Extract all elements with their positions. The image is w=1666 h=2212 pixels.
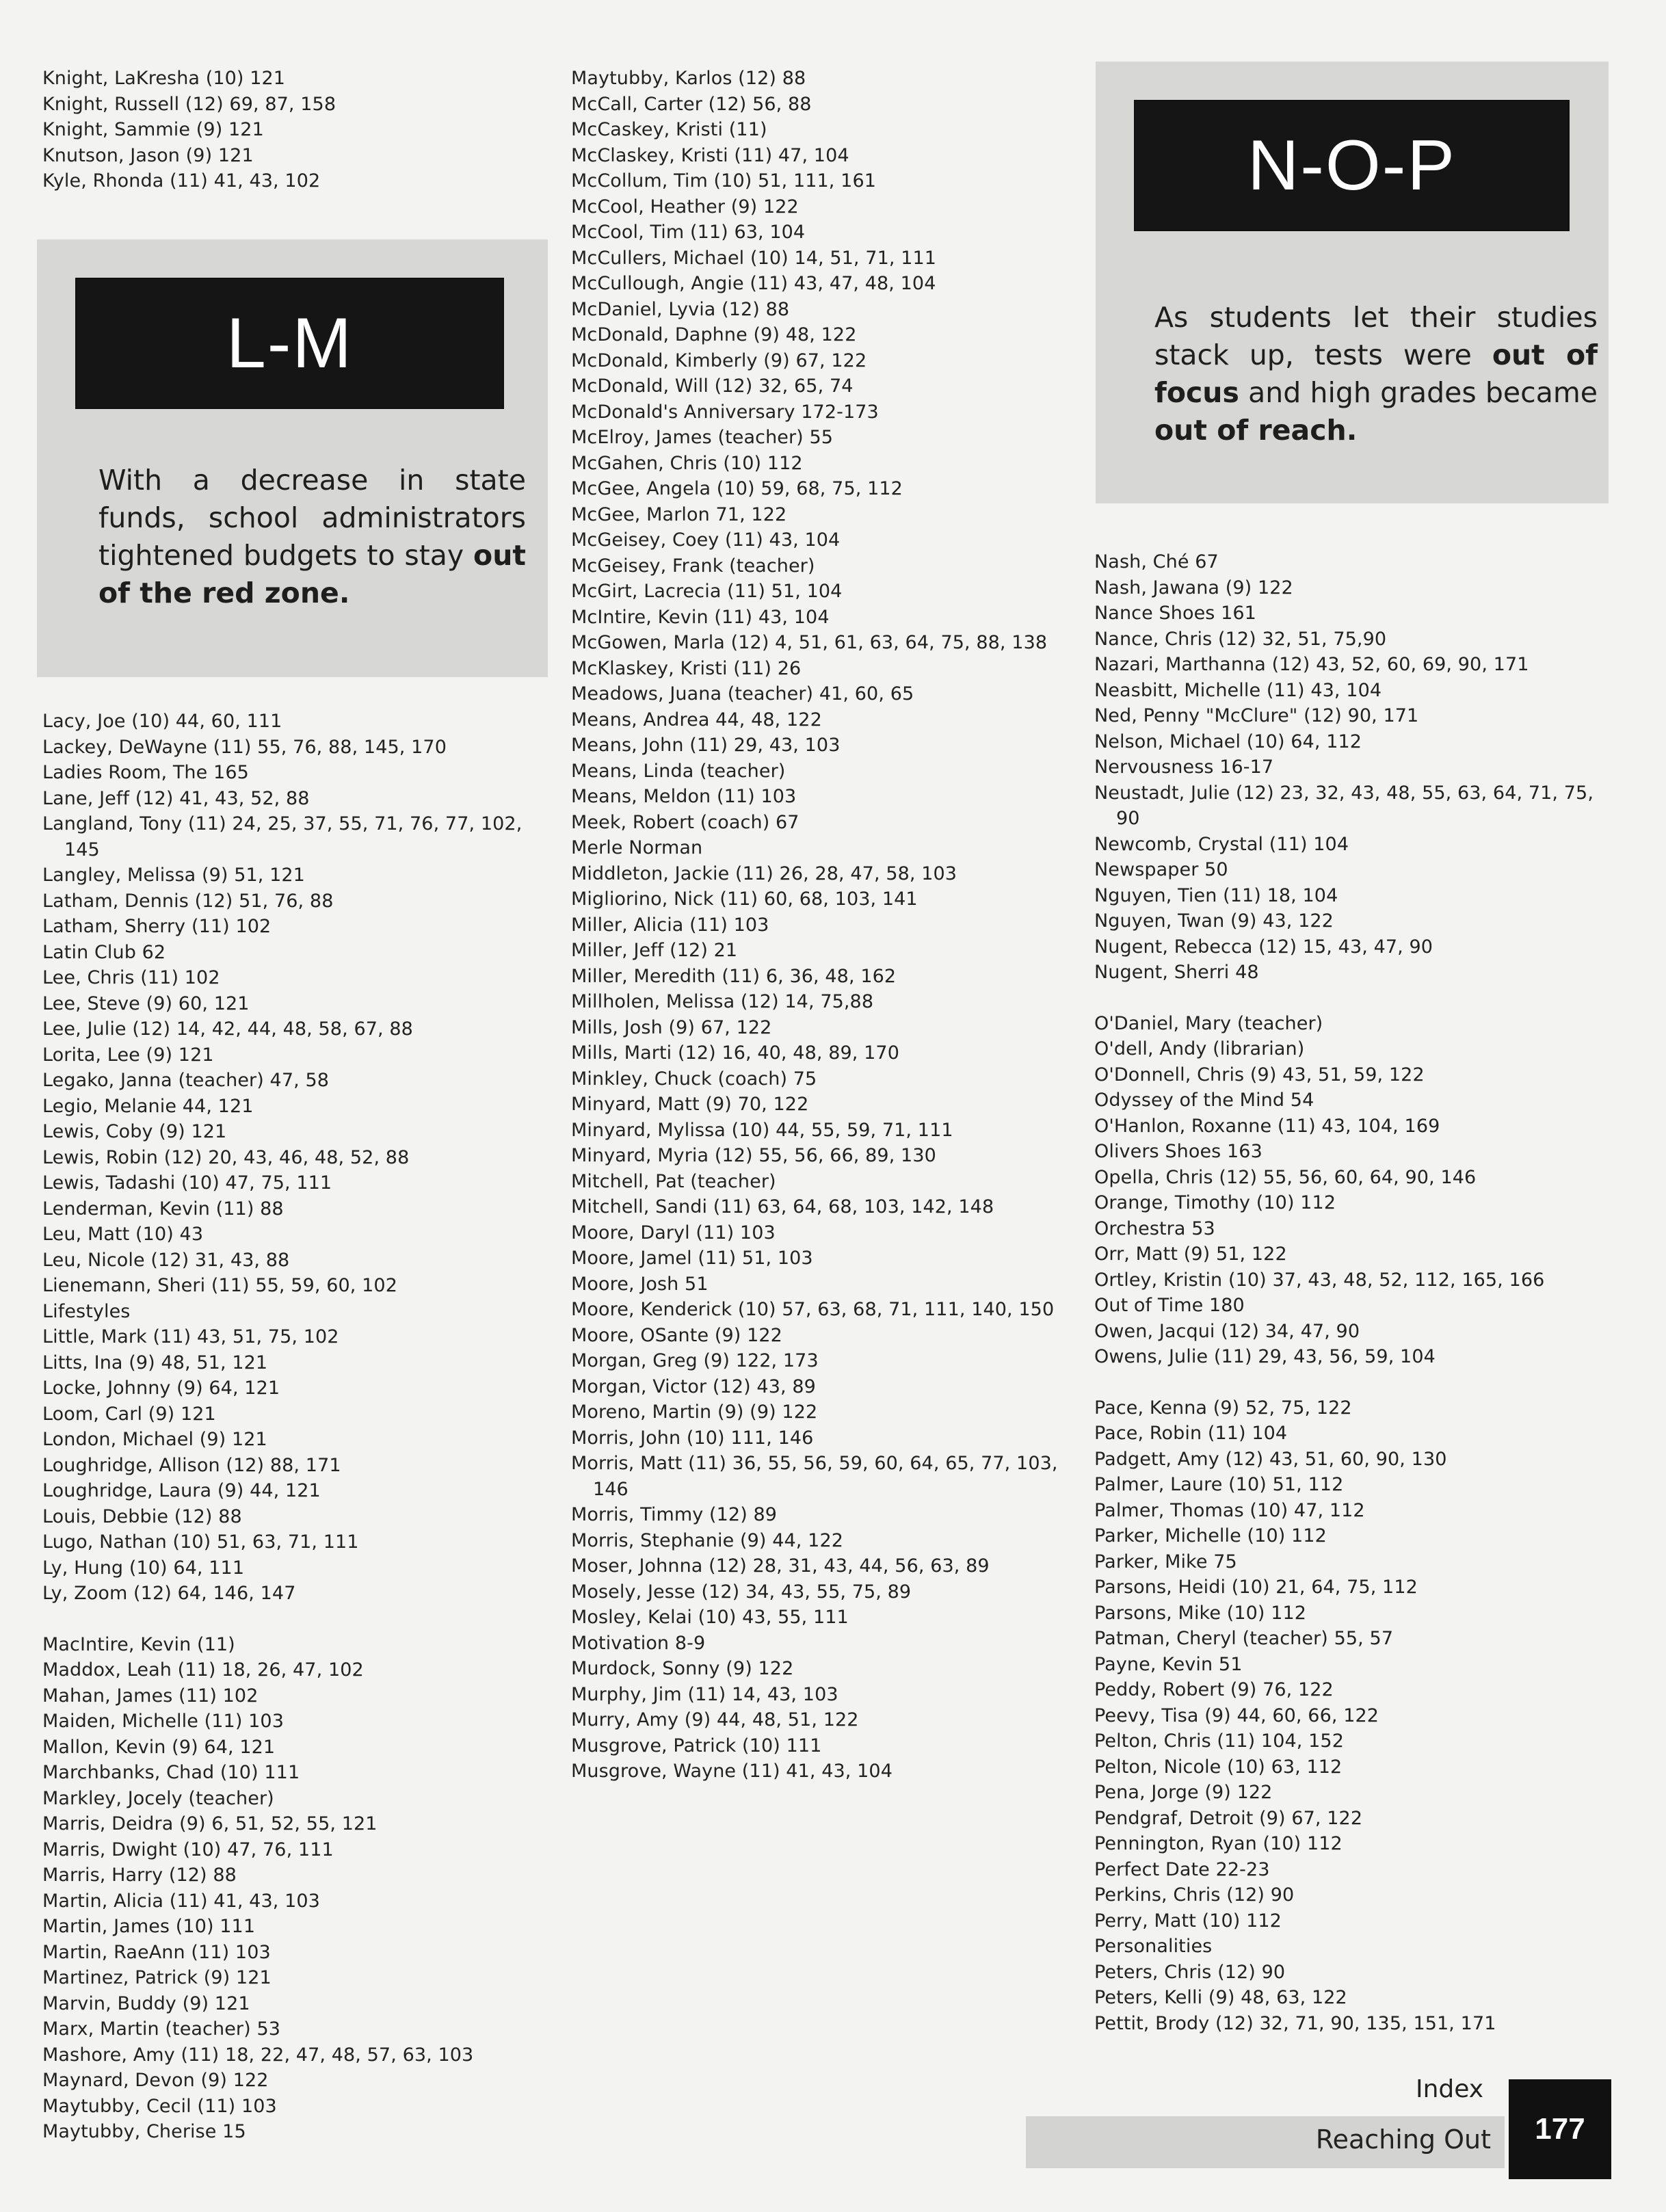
index-entry: Parker, Mike 75 — [1094, 1551, 1237, 1572]
index-entry: Loughridge, Allison (12) 88, 171 — [42, 1454, 341, 1476]
index-entry: Maiden, Michelle (11) 103 — [42, 1711, 284, 1732]
index-entry: Murdock, Sonny (9) 122 — [571, 1658, 794, 1679]
index-entry: Maytubby, Cecil (11) 103 — [42, 2095, 277, 2117]
index-entry: Millholen, Melissa (12) 14, 75,88 — [571, 991, 874, 1012]
index-entry: Meadows, Juana (teacher) 41, 60, 65 — [571, 683, 914, 705]
index-entry: Motivation 8-9 — [571, 1632, 706, 1654]
index-entry: Merle Norman — [571, 837, 703, 858]
index-entry: Mills, Josh (9) 67, 122 — [571, 1016, 772, 1038]
index-entry: Morris, John (10) 111, 146 — [571, 1427, 814, 1449]
index-entry: McGee, Angela (10) 59, 68, 75, 112 — [571, 478, 903, 499]
index-entry: Marvin, Buddy (9) 121 — [42, 1992, 250, 2014]
index-entry: Marris, Deidra (9) 6, 51, 52, 55, 121 — [42, 1813, 378, 1834]
index-entry: Pettit, Brody (12) 32, 71, 90, 135, 151, 171 — [1094, 2012, 1496, 2034]
index-entry: Nervousness 16-17 — [1094, 756, 1274, 778]
section-blurb-nop: As students let their studies stack up, tests were out of focus and high grades became out of reach. — [1154, 301, 1598, 447]
index-entry: McIntire, Kevin (11) 43, 104 — [571, 606, 830, 628]
index-entry: Latham, Dennis (12) 51, 76, 88 — [42, 890, 334, 912]
index-entry: Moore, Kenderick (10) 57, 63, 68, 71, 111, 140, 150 — [571, 1299, 1055, 1320]
index-entry: Nelson, Michael (10) 64, 112 — [1094, 730, 1362, 752]
index-entry: Lewis, Tadashi (10) 47, 75, 111 — [42, 1172, 332, 1194]
index-entry: Lewis, Robin (12) 20, 43, 46, 48, 52, 88 — [42, 1146, 410, 1168]
index-entry: O'Daniel, Mary (teacher) — [1094, 1012, 1323, 1034]
index-entry: Morgan, Victor (12) 43, 89 — [571, 1375, 816, 1397]
footer-section-label: Reaching Out — [1315, 2124, 1491, 2155]
index-entry: Padgett, Amy (12) 43, 51, 60, 90, 130 — [1094, 1448, 1447, 1470]
index-entry: Maddox, Leah (11) 18, 26, 47, 102 — [42, 1659, 364, 1681]
index-entry: Peddy, Robert (9) 76, 122 — [1094, 1679, 1334, 1700]
entries-l — [42, 709, 548, 1607]
index-entry: McCullers, Michael (10) 14, 51, 71, 111 — [571, 247, 937, 269]
index-entry: Mitchell, Sandi (11) 63, 64, 68, 103, 142, 148 — [571, 1196, 994, 1217]
index-entry: Latin Club 62 — [42, 941, 166, 963]
section-blurb-lm: With a decrease in state funds, school administrators tightened budgets to stay out of the red zone. — [98, 464, 526, 609]
index-entry: McElroy, James (teacher) 55 — [571, 427, 834, 448]
index-entry: O'Donnell, Chris (9) 43, 51, 59, 122 — [1094, 1064, 1425, 1085]
index-entry: Neustadt, Julie (12) 23, 32, 43, 48, 55, 63, 64, 71, 75, 90 — [1094, 782, 1594, 829]
index-entry: Mallon, Kevin (9) 64, 121 — [42, 1736, 276, 1758]
index-entry: Moore, Daryl (11) 103 — [571, 1222, 776, 1243]
index-entry: Middleton, Jackie (11) 26, 28, 47, 58, 103 — [571, 863, 957, 884]
index-entry: McGahen, Chris (10) 112 — [571, 452, 803, 474]
index-entry: McGowen, Marla (12) 4, 51, 61, 63, 64, 75, 88, 138 — [571, 632, 1048, 653]
index-entry: McClaskey, Kristi (11) 47, 104 — [571, 144, 849, 166]
page-number: 177 — [1509, 2079, 1611, 2179]
index-entry: Mahan, James (11) 102 — [42, 1685, 259, 1707]
index-entry: Mosely, Jesse (12) 34, 43, 55, 75, 89 — [571, 1581, 912, 1603]
index-entry: Odyssey of the Mind 54 — [1094, 1090, 1314, 1111]
index-entry: Kyle, Rhonda (11) 41, 43, 102 — [42, 170, 321, 192]
index-entry: Newspaper 50 — [1094, 859, 1228, 880]
index-entry: Ned, Penny "McClure" (12) 90, 171 — [1094, 705, 1419, 726]
index-entry: Knight, LaKresha (10) 121 — [42, 68, 286, 89]
index-entry: Perfect Date 22-23 — [1094, 1858, 1270, 1880]
index-entry: Orchestra 53 — [1094, 1217, 1215, 1239]
index-entry: Newcomb, Crystal (11) 104 — [1094, 833, 1349, 855]
index-column-1 — [42, 66, 548, 194]
index-entry: Owens, Julie (11) 29, 43, 56, 59, 104 — [1094, 1346, 1436, 1367]
index-entry: McCall, Carter (12) 56, 88 — [571, 93, 812, 115]
index-entry: Loom, Carl (9) 121 — [42, 1403, 216, 1425]
index-entry: Langland, Tony (11) 24, 25, 37, 55, 71, 76, 77, 102, 145 — [42, 813, 523, 860]
index-entry: Lee, Steve (9) 60, 121 — [42, 992, 250, 1014]
index-entry: Ly, Zoom (12) 64, 146, 147 — [42, 1583, 296, 1604]
index-entry: Meek, Robert (coach) 67 — [571, 811, 799, 833]
index-entry: Loughridge, Laura (9) 44, 121 — [42, 1480, 321, 1501]
index-entry: McDonald, Kimberly (9) 67, 122 — [571, 350, 867, 371]
index-entry: Migliorino, Nick (11) 60, 68, 103, 141 — [571, 888, 918, 910]
index-entry: Pelton, Chris (11) 104, 152 — [1094, 1730, 1344, 1752]
index-entry: Nugent, Rebecca (12) 15, 43, 47, 90 — [1094, 936, 1433, 958]
index-entry: Morgan, Greg (9) 122, 173 — [571, 1350, 819, 1371]
index-entry: Miller, Meredith (11) 6, 36, 48, 162 — [571, 965, 897, 987]
index-entry: Nash, Jawana (9) 122 — [1094, 577, 1293, 598]
index-entry: Means, John (11) 29, 43, 103 — [571, 735, 841, 756]
index-entry: Musgrove, Patrick (10) 111 — [571, 1735, 822, 1756]
index-entry: Out of Time 180 — [1094, 1295, 1245, 1316]
index-entry: McCaskey, Kristi (11) — [571, 119, 767, 140]
index-entry: Ladies Room, The 165 — [42, 762, 249, 783]
index-entry: McKlaskey, Kristi (11) 26 — [571, 657, 802, 679]
index-entry: McGirt, Lacrecia (11) 51, 104 — [571, 581, 843, 602]
index-entry: Martin, Alicia (11) 41, 43, 103 — [42, 1890, 320, 1912]
entries-mc — [571, 66, 1074, 1785]
index-entry: Means, Meldon (11) 103 — [571, 786, 797, 807]
index-entry: McCool, Heather (9) 122 — [571, 196, 799, 218]
index-entry: Legako, Janna (teacher) 47, 58 — [42, 1070, 330, 1091]
index-entry: Latham, Sherry (11) 102 — [42, 916, 272, 937]
index-entry: London, Michael (9) 121 — [42, 1429, 267, 1450]
index-entry: Louis, Debbie (12) 88 — [42, 1505, 242, 1527]
index-entry: Pelton, Nicole (10) 63, 112 — [1094, 1756, 1343, 1778]
index-entry: Marris, Dwight (10) 47, 76, 111 — [42, 1839, 334, 1860]
index-entry: Legio, Melanie 44, 121 — [42, 1095, 254, 1117]
index-entry: Lee, Chris (11) 102 — [42, 967, 220, 988]
index-entry: O'dell, Andy (librarian) — [1094, 1038, 1305, 1059]
index-entry: Minyard, Myria (12) 55, 56, 66, 89, 130 — [571, 1145, 936, 1166]
index-entry: Miller, Alicia (11) 103 — [571, 914, 769, 936]
index-entry: Lifestyles — [42, 1300, 131, 1322]
index-entry: Maytubby, Karlos (12) 88 — [571, 68, 806, 89]
index-entry: Perry, Matt (10) 112 — [1094, 1910, 1282, 1932]
entries-p — [1094, 1395, 1594, 2037]
index-entry: McCool, Tim (11) 63, 104 — [571, 222, 806, 243]
index-entry: Martin, James (10) 111 — [42, 1916, 256, 1937]
index-entry: Moreno, Martin (9) (9) 122 — [571, 1401, 818, 1423]
index-entry: Morris, Matt (11) 36, 55, 56, 59, 60, 64, 65, 77, 103, 146 — [571, 1453, 1058, 1500]
index-entry: Lacy, Joe (10) 44, 60, 111 — [42, 711, 282, 732]
index-entry: Pennington, Ryan (10) 112 — [1094, 1833, 1343, 1854]
index-column-3 — [1094, 549, 1594, 2036]
index-entry: Lorita, Lee (9) 121 — [42, 1044, 214, 1066]
index-entry: Locke, Johnny (9) 64, 121 — [42, 1378, 280, 1399]
index-entry: Mitchell, Pat (teacher) — [571, 1170, 776, 1192]
index-entry: Moore, Jamel (11) 51, 103 — [571, 1248, 813, 1269]
index-entry: Nazari, Marthanna (12) 43, 52, 60, 69, 90, 171 — [1094, 654, 1529, 675]
index-entry: Pace, Kenna (9) 52, 75, 122 — [1094, 1397, 1352, 1419]
index-entry: McGeisey, Coey (11) 43, 104 — [571, 529, 841, 551]
section-header-lm — [37, 239, 548, 677]
index-entry: McGeisey, Frank (teacher) — [571, 555, 815, 577]
index-entry: Pena, Jorge (9) 122 — [1094, 1782, 1273, 1803]
index-entry: Pendgraf, Detroit (9) 67, 122 — [1094, 1807, 1363, 1829]
index-entry: Martinez, Patrick (9) 121 — [42, 1967, 272, 1988]
index-entry: Morris, Timmy (12) 89 — [571, 1504, 778, 1525]
index-entry: O'Hanlon, Roxanne (11) 43, 104, 169 — [1094, 1115, 1440, 1137]
index-entry: Parsons, Heidi (10) 21, 64, 75, 112 — [1094, 1577, 1418, 1598]
index-entry: Knight, Sammie (9) 121 — [42, 119, 264, 140]
index-entry: Markley, Jocely (teacher) — [42, 1787, 274, 1809]
index-entry: Personalities — [1094, 1936, 1213, 1957]
index-entry: Lackey, DeWayne (11) 55, 76, 88, 145, 170 — [42, 736, 447, 758]
index-entry: Murry, Amy (9) 44, 48, 51, 122 — [571, 1709, 859, 1730]
index-entry: Mosley, Kelai (10) 43, 55, 111 — [571, 1607, 849, 1628]
section-letters-nop: N-O-P — [1135, 101, 1568, 230]
index-entry: Pace, Robin (11) 104 — [1094, 1423, 1288, 1444]
index-entry: Ly, Hung (10) 64, 111 — [42, 1557, 245, 1579]
index-entry: Knutson, Jason (9) 121 — [42, 144, 254, 166]
index-entry: Minyard, Matt (9) 70, 122 — [571, 1094, 809, 1115]
index-entry: McDonald's Anniversary 172-173 — [571, 401, 879, 423]
index-entry: McGee, Marlon 71, 122 — [571, 503, 787, 525]
index-entry: Maytubby, Cherise 15 — [42, 2121, 246, 2142]
entries-m — [42, 1632, 548, 2145]
index-entry: Little, Mark (11) 43, 51, 75, 102 — [42, 1326, 339, 1347]
index-column-2 — [571, 66, 1074, 1785]
index-entry: Ortley, Kristin (10) 37, 43, 48, 52, 112, 165, 166 — [1094, 1269, 1545, 1291]
index-entry: Orange, Timothy (10) 112 — [1094, 1192, 1336, 1213]
footer-index-label: Index — [1416, 2075, 1484, 2103]
index-entry: Moser, Johnna (12) 28, 31, 43, 44, 56, 63, 89 — [571, 1555, 990, 1577]
index-entry: Peters, Chris (12) 90 — [1094, 1961, 1286, 1983]
index-entry: Knight, Russell (12) 69, 87, 158 — [42, 93, 336, 115]
index-entry: Parker, Michelle (10) 112 — [1094, 1525, 1327, 1546]
index-entry: Olivers Shoes 163 — [1094, 1141, 1262, 1162]
footer-bar — [1026, 2116, 1505, 2168]
index-entry: Musgrove, Wayne (11) 41, 43, 104 — [571, 1761, 892, 1782]
index-entry: Nguyen, Twan (9) 43, 122 — [1094, 910, 1334, 932]
index-entry: Marris, Harry (12) 88 — [42, 1865, 237, 1886]
index-entry: Orr, Matt (9) 51, 122 — [1094, 1243, 1287, 1265]
index-entry: Miller, Jeff (12) 21 — [571, 940, 738, 961]
entries-k — [42, 66, 548, 194]
index-entry: Nance, Chris (12) 32, 51, 75,90 — [1094, 628, 1387, 650]
index-entry: Mills, Marti (12) 16, 40, 48, 89, 170 — [571, 1042, 899, 1064]
index-entry: Nash, Ché 67 — [1094, 551, 1219, 572]
index-entry: Litts, Ina (9) 48, 51, 121 — [42, 1352, 268, 1373]
index-entry: Minkley, Chuck (coach) 75 — [571, 1068, 817, 1090]
index-entry: Nugent, Sherri 48 — [1094, 962, 1259, 983]
index-entry: McDonald, Daphne (9) 48, 122 — [571, 324, 857, 345]
index-entry: McCollum, Tim (10) 51, 111, 161 — [571, 170, 877, 192]
index-entry: Maynard, Devon (9) 122 — [42, 2070, 269, 2091]
index-entry: Palmer, Laure (10) 51, 112 — [1094, 1474, 1344, 1495]
index-entry: Lee, Julie (12) 14, 42, 44, 48, 58, 67, 88 — [42, 1018, 413, 1040]
index-entry: McDaniel, Lyvia (12) 88 — [571, 298, 790, 320]
index-entry: Palmer, Thomas (10) 47, 112 — [1094, 1499, 1365, 1521]
index-entry: Mashore, Amy (11) 18, 22, 47, 48, 57, 63, 103 — [42, 2044, 474, 2066]
index-entry: Moore, OSante (9) 122 — [571, 1324, 782, 1346]
index-entry: Murphy, Jim (11) 14, 43, 103 — [571, 1683, 838, 1705]
index-entry: Morris, Stephanie (9) 44, 122 — [571, 1529, 843, 1551]
index-entry: Leu, Matt (10) 43 — [42, 1224, 204, 1245]
index-entry: Lane, Jeff (12) 41, 43, 52, 88 — [42, 787, 310, 809]
section-header-nop — [1096, 62, 1609, 503]
index-entry: McDonald, Will (12) 32, 65, 74 — [571, 376, 854, 397]
index-entry: Lugo, Nathan (10) 51, 63, 71, 111 — [42, 1531, 359, 1553]
index-entry: Opella, Chris (12) 55, 56, 60, 64, 90, 146 — [1094, 1166, 1477, 1188]
entries-n — [1094, 549, 1594, 986]
index-entry: Peters, Kelli (9) 48, 63, 122 — [1094, 1987, 1347, 2008]
index-entry: Payne, Kevin 51 — [1094, 1653, 1243, 1675]
index-entry: Martin, RaeAnn (11) 103 — [42, 1941, 271, 1963]
index-entry: Owen, Jacqui (12) 34, 47, 90 — [1094, 1320, 1360, 1342]
index-entry: Moore, Josh 51 — [571, 1273, 709, 1295]
index-entry: Nance Shoes 161 — [1094, 603, 1256, 624]
index-entry: Marchbanks, Chad (10) 111 — [42, 1762, 300, 1783]
index-entry: Marx, Martin (teacher) 53 — [42, 2018, 281, 2040]
index-entry: MacIntire, Kevin (11) — [42, 1633, 235, 1655]
entries-o — [1094, 1011, 1594, 1370]
index-entry: Leu, Nicole (12) 31, 43, 88 — [42, 1249, 290, 1271]
index-entry: Patman, Cheryl (teacher) 55, 57 — [1094, 1628, 1394, 1649]
index-entry: Peevy, Tisa (9) 44, 60, 66, 122 — [1094, 1704, 1379, 1726]
index-entry: Minyard, Mylissa (10) 44, 55, 59, 71, 111 — [571, 1119, 953, 1141]
index-entry: Means, Andrea 44, 48, 122 — [571, 709, 822, 730]
index-column-1-lower — [42, 709, 548, 2145]
index-entry: Lewis, Coby (9) 121 — [42, 1121, 227, 1142]
index-entry: Lienemann, Sheri (11) 55, 59, 60, 102 — [42, 1275, 397, 1296]
index-entry: Means, Linda (teacher) — [571, 760, 786, 782]
index-entry: Lenderman, Kevin (11) 88 — [42, 1198, 284, 1220]
index-entry: McCullough, Angie (11) 43, 47, 48, 104 — [571, 273, 936, 294]
index-entry: Parsons, Mike (10) 112 — [1094, 1602, 1307, 1624]
section-letters-lm: L-M — [77, 279, 503, 408]
index-entry: Neasbitt, Michelle (11) 43, 104 — [1094, 679, 1382, 701]
index-entry: Langley, Melissa (9) 51, 121 — [42, 865, 305, 886]
index-entry: Nguyen, Tien (11) 18, 104 — [1094, 884, 1338, 906]
index-entry: Perkins, Chris (12) 90 — [1094, 1884, 1295, 1906]
